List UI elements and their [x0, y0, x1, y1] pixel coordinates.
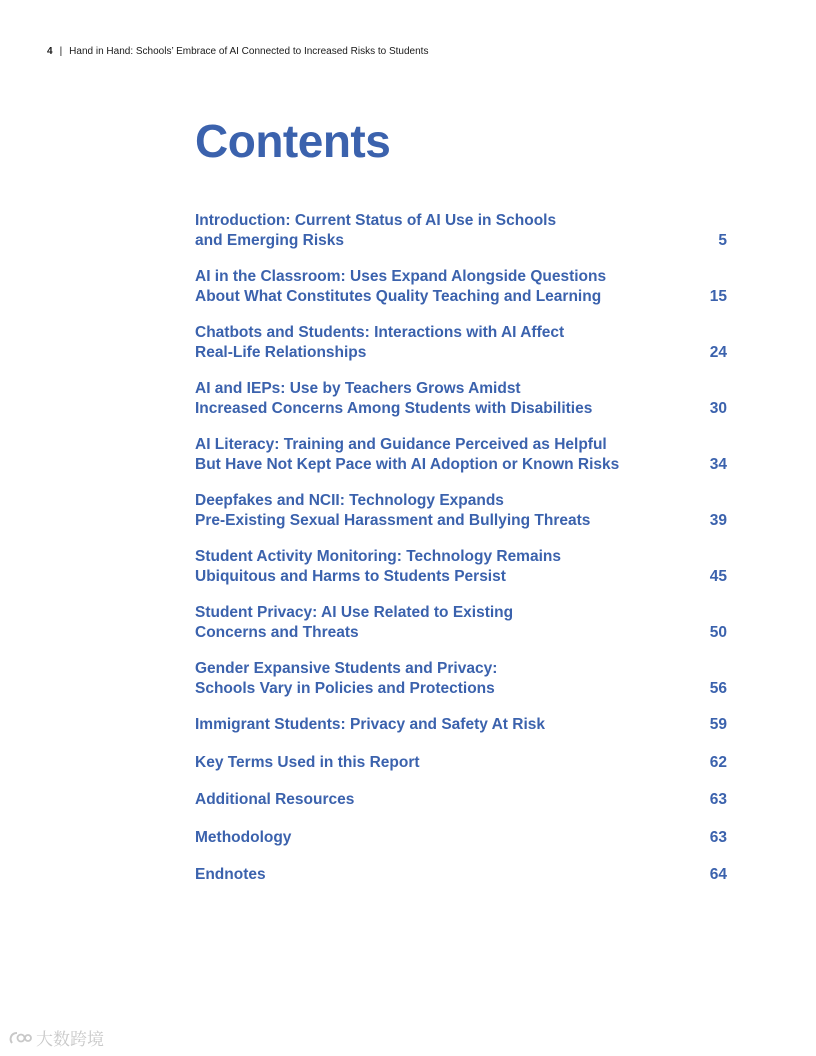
toc-entry-title-line: Ubiquitous and Harms to Students Persist	[195, 567, 506, 585]
toc-entry[interactable]	[195, 547, 727, 586]
toc-entry-title-line: Increased Concerns Among Students with Disabilities	[195, 399, 593, 417]
watermark	[8, 1025, 104, 1050]
toc-entry-page-number: 5	[718, 231, 727, 249]
header-separator: |	[59, 46, 63, 57]
toc-entry[interactable]	[195, 715, 727, 735]
header-running-title: Hand in Hand: Schools’ Embrace of AI Connected to Increased Risks to Students	[69, 46, 429, 57]
toc-entry[interactable]	[195, 491, 727, 530]
toc-entry-page-number: 62	[709, 753, 727, 771]
watermark-logo-icon	[8, 1029, 32, 1047]
toc-entry-page-number: 30	[709, 399, 727, 417]
running-header	[47, 46, 428, 57]
toc-entry[interactable]	[195, 753, 727, 773]
toc-entry-title-line: Immigrant Students: Privacy and Safety At Risk	[195, 716, 545, 733]
toc-entry[interactable]	[195, 267, 727, 306]
toc-entry-title-line: AI Literacy: Training and Guidance Perceived as Helpful	[195, 436, 607, 453]
toc-entry-title-line: Key Terms Used in this Report	[195, 753, 420, 771]
toc-entry-page-number: 59	[709, 716, 727, 733]
toc-entry-title-line: Methodology	[195, 828, 292, 846]
toc-entry[interactable]	[195, 659, 727, 698]
watermark-text: 大数跨境	[36, 1030, 104, 1049]
toc-entry[interactable]	[195, 211, 727, 250]
toc-entry[interactable]	[195, 865, 727, 885]
page-title: Contents	[195, 115, 391, 167]
toc-entry-page-number: 45	[709, 567, 727, 585]
toc-entry[interactable]	[195, 790, 727, 810]
table-of-contents	[195, 211, 727, 903]
toc-entry-title-line: Student Privacy: AI Use Related to Existing	[195, 604, 514, 621]
toc-entry-title-line: Student Activity Monitoring: Technology Remains	[195, 548, 561, 565]
toc-entry[interactable]	[195, 379, 727, 418]
toc-entry-title-line: and Emerging Risks	[195, 231, 345, 249]
toc-entry-page-number: 24	[709, 343, 727, 361]
toc-entry-page-number: 63	[709, 828, 727, 846]
toc-entry-page-number: 15	[709, 287, 727, 305]
toc-entry-title-line: Real-Life Relationships	[195, 343, 367, 361]
toc-entry-title-line: But Have Not Kept Pace with AI Adoption or Known Risks	[195, 455, 620, 473]
toc-entry[interactable]	[195, 603, 727, 642]
toc-entry-title-line: AI and IEPs: Use by Teachers Grows Amidst	[195, 380, 521, 397]
toc-entry-title-line: Concerns and Threats	[195, 623, 359, 641]
toc-entry-page-number: 64	[709, 866, 727, 883]
toc-entry-page-number: 56	[709, 679, 727, 697]
toc-entry-title-line: Introduction: Current Status of AI Use in Schools	[195, 212, 557, 229]
toc-entry[interactable]	[195, 435, 727, 474]
toc-entry[interactable]	[195, 828, 727, 848]
toc-entry[interactable]	[195, 323, 727, 362]
toc-entry-page-number: 63	[709, 791, 727, 808]
toc-entry-title-line: Additional Resources	[195, 791, 355, 808]
toc-entry-title-line: Schools Vary in Policies and Protections	[195, 679, 495, 697]
toc-entry-title-line: Endnotes	[195, 866, 266, 883]
toc-entry-title-line: AI in the Classroom: Uses Expand Alongside Questions	[195, 268, 607, 285]
toc-entry-title-line: About What Constitutes Quality Teaching and Learning	[195, 287, 602, 305]
header-page-number: 4	[47, 46, 53, 57]
toc-entry-page-number: 50	[709, 623, 727, 641]
toc-entry-title-line: Gender Expansive Students and Privacy:	[195, 660, 498, 677]
toc-entry-title-line: Pre-Existing Sexual Harassment and Bullying Threats	[195, 511, 591, 529]
toc-entry-title-line: Chatbots and Students: Interactions with AI Affect	[195, 324, 565, 341]
toc-entry-title-line: Deepfakes and NCII: Technology Expands	[195, 492, 504, 509]
toc-entry-page-number: 39	[709, 511, 727, 529]
toc-entry-page-number: 34	[709, 455, 727, 473]
